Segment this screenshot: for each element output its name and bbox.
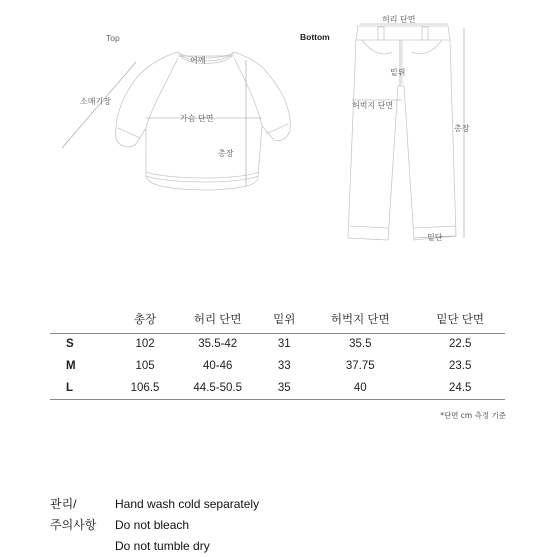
table-cell: 33 [277,360,291,372]
top-length-label: 총장 [218,149,234,158]
table-cell: 105 [135,360,155,372]
sleeve-label: 소매기장 [80,97,111,106]
size-cell: M [66,360,76,372]
pants-illustration [348,26,456,240]
care-line: Do not bleach [115,518,190,532]
care-heading-line: 관리/ [50,497,77,511]
table-cell: 40 [305,377,415,399]
table-cell: 23.5 [449,360,472,372]
table-cell: 106.5 [118,377,172,399]
table-header-cell: 밑위 [273,314,296,327]
size-cell: L [50,377,118,399]
table-cell: 40-46 [203,360,233,372]
care-lines [115,494,415,557]
thigh-label: 허벅지 단면 [352,101,394,110]
table-cell: 24.5 [415,377,505,399]
table-header-cell: 허리 단면 [193,314,242,327]
table-cell: 35.5-42 [172,333,263,355]
table-row [50,377,505,399]
table-cell: 102 [118,333,172,355]
table-header-row [50,306,505,333]
bottom-length-label: 총장 [454,124,470,133]
table-cell: 35 [263,377,305,399]
table-cell: 35.5 [305,333,415,355]
table-row [50,333,505,355]
table-header-cell [50,306,118,333]
care-line: Hand wash cold separately [115,497,260,511]
care-heading-line: 주의사항 [50,518,97,532]
sweatshirt-measure-lines [62,56,262,186]
waist-label: 허리 단면 [382,15,416,24]
table-row [50,355,505,377]
table-header-cell: 총장 [133,314,157,327]
bottom-label: Bottom [300,32,330,42]
care-heading [50,494,110,536]
hem-label: 밑단 [427,233,443,242]
table-cell: 44.5-50.5 [172,377,263,399]
chest-label: 가슴 단면 [180,114,214,123]
table-header-cell: 허벅지 단면 [330,314,390,327]
table-cell: 37.75 [345,360,375,372]
measurement-note: *단면 cm 측정 기준 [440,411,506,420]
table-header-cell: 밑단 단면 [436,314,485,327]
care-line: Do not tumble dry [115,539,210,553]
size-table [50,306,505,400]
table-cell: 31 [263,333,305,355]
pants-measure-lines [352,24,464,238]
rise-label: 밑위 [390,68,406,77]
top-label: Top [106,33,120,43]
table-cell: 22.5 [415,333,505,355]
size-cell: S [50,333,118,355]
shoulder-label: 어깨 [190,56,206,65]
